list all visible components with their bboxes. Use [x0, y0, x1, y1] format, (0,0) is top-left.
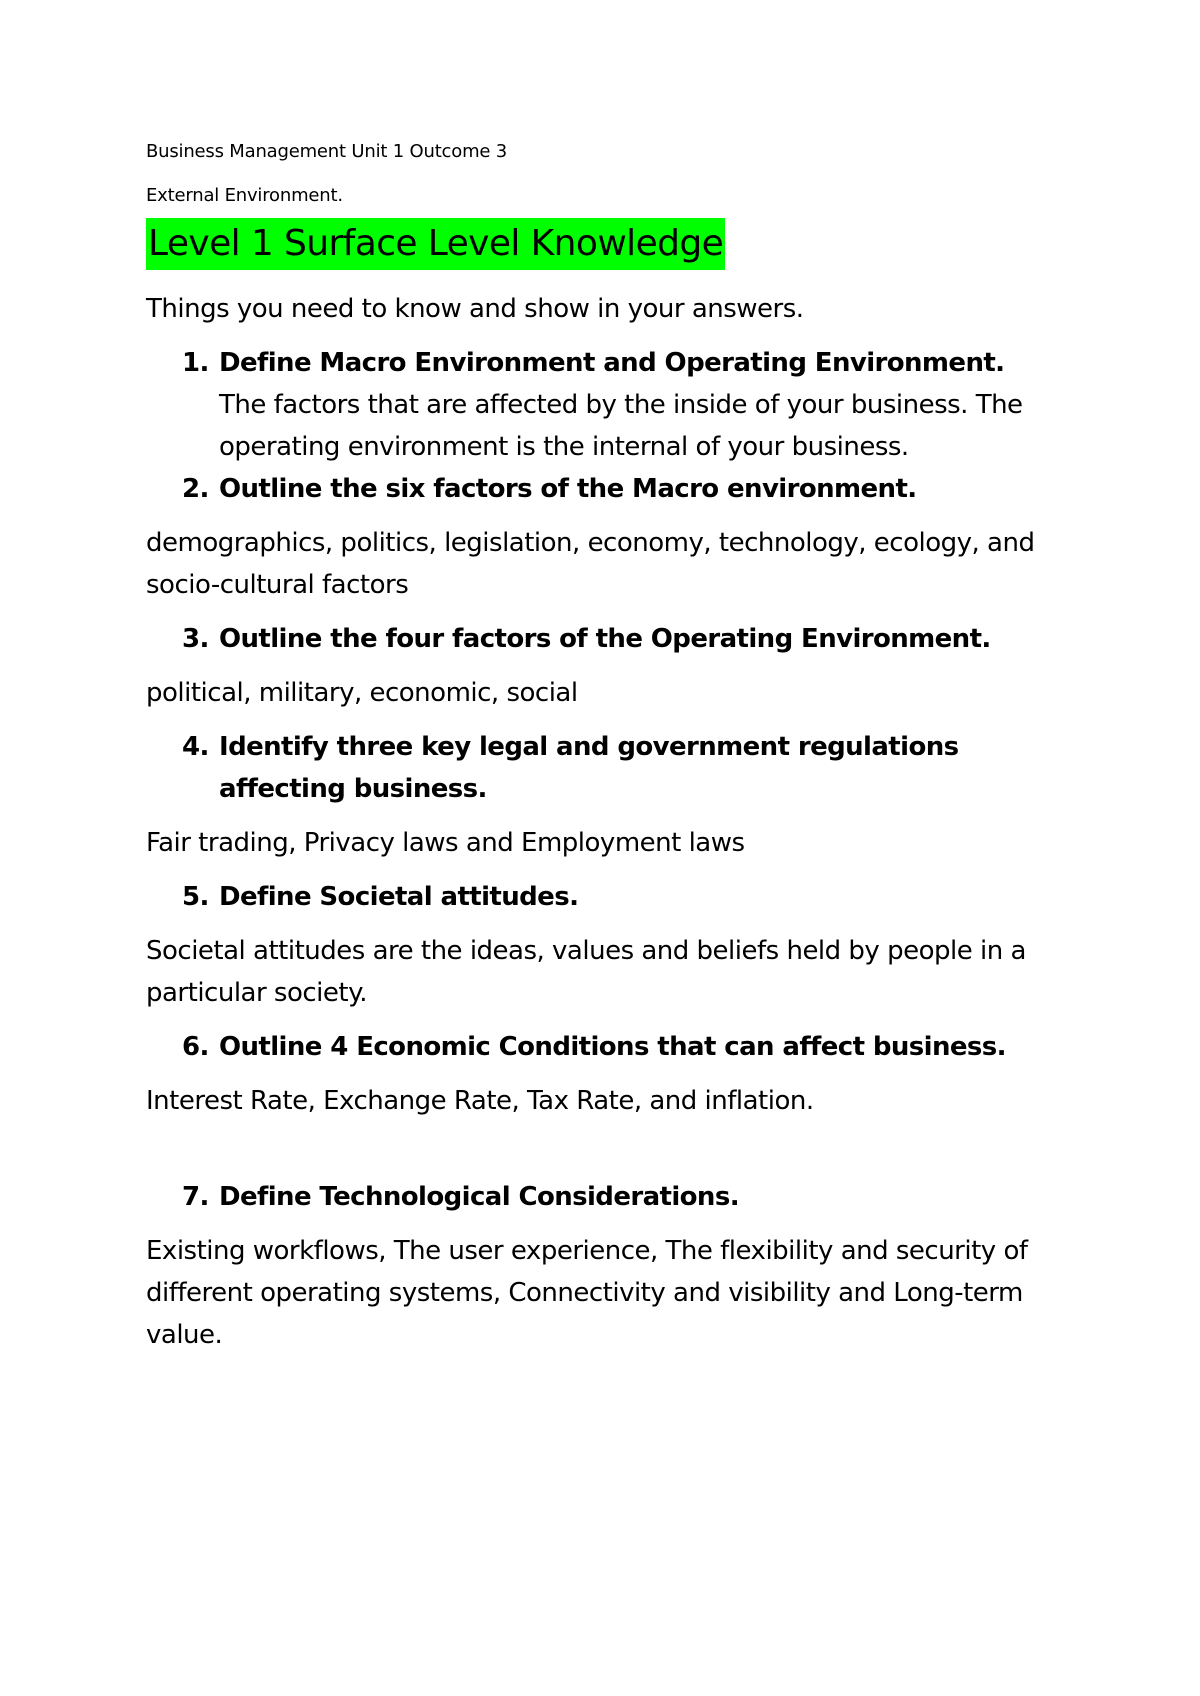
question-item-5 [182, 876, 1076, 918]
question-item-4 [182, 726, 1076, 810]
question-number: 7. [182, 1182, 209, 1212]
question-item-6 [182, 1026, 1076, 1068]
question-number: 6. [182, 1032, 209, 1062]
question-prompt: Define Macro Environment and Operating Environment. [219, 348, 1005, 378]
question-number: 4. [182, 732, 209, 762]
document-body [146, 140, 1076, 1368]
subject-line: Business Management Unit 1 Outcome 3 [146, 141, 508, 162]
question-prompt: Identify three key legal and government regulations affecting business. [219, 732, 959, 804]
question-prompt: Outline the four factors of the Operating Environment. [219, 624, 991, 654]
level-heading: Level 1 Surface Level Knowledge [146, 218, 725, 270]
question-prompt: Define Technological Considerations. [219, 1182, 739, 1212]
topic-line: External Environment. [146, 185, 343, 206]
question-item-2 [182, 468, 1076, 510]
answer-5: Societal attitudes are the ideas, values and beliefs held by people in a particular society. [146, 936, 1026, 1008]
question-prompt: Define Societal attitudes. [219, 882, 579, 912]
answer-4: Fair trading, Privacy laws and Employment laws [146, 828, 745, 858]
question-prompt: Outline the six factors of the Macro environment. [219, 474, 917, 504]
question-number: 5. [182, 882, 209, 912]
intro-text: Things you need to know and show in your answers. [146, 294, 804, 324]
question-item-1 [182, 342, 1076, 384]
question-number: 1. [182, 348, 209, 378]
question-item-3 [182, 618, 1076, 660]
question-number: 3. [182, 624, 209, 654]
answer-1: The factors that are affected by the inside of your business. The operating environment is the internal of your business. [219, 390, 1023, 462]
answer-7: Existing workflows, The user experience, The flexibility and security of different operating systems, Connectivity and visibility and Long-term value. [146, 1236, 1028, 1350]
answer-2: demographics, politics, legislation, economy, technology, ecology, and socio-cultural factors [146, 528, 1035, 600]
answer-3: political, military, economic, social [146, 678, 578, 708]
blank-line [146, 1134, 1076, 1176]
question-prompt: Outline 4 Economic Conditions that can affect business. [219, 1032, 1006, 1062]
answer-6: Interest Rate, Exchange Rate, Tax Rate, and inflation. [146, 1086, 814, 1116]
question-number: 2. [182, 474, 209, 504]
question-item-7 [182, 1176, 1076, 1218]
